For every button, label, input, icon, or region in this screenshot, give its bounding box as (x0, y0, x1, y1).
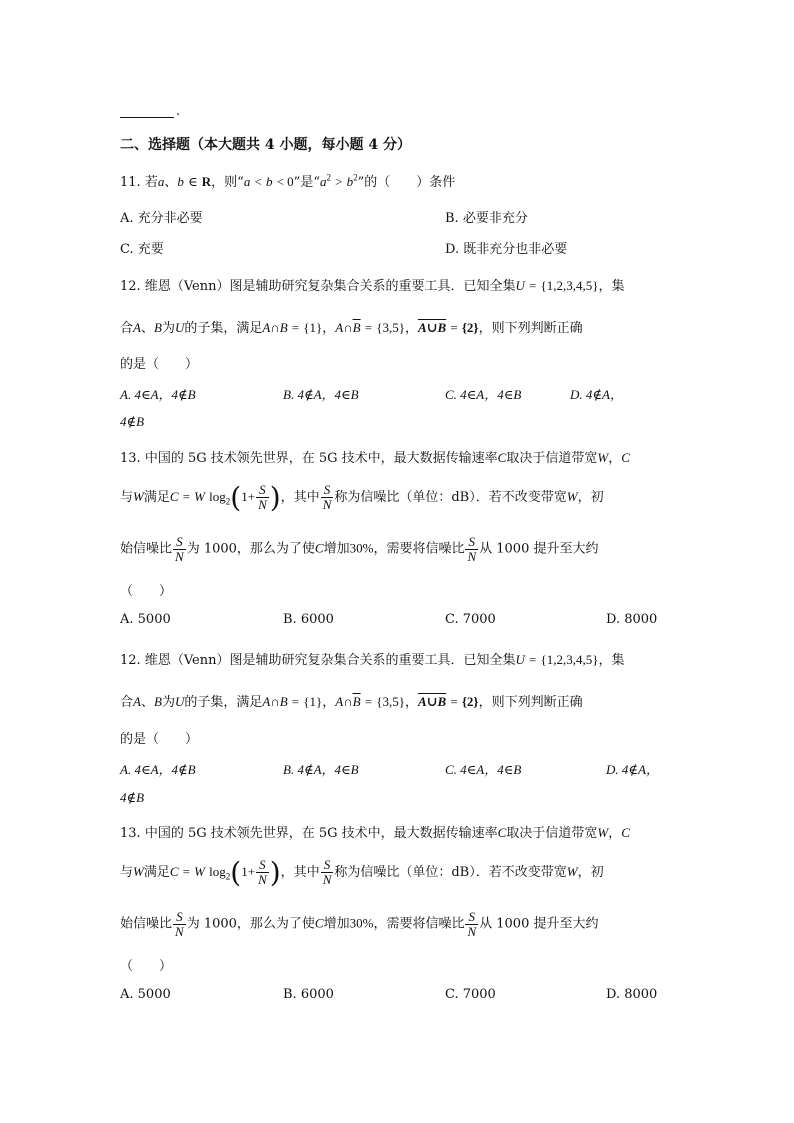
option-d-continued: 4∉B (120, 414, 145, 429)
question-12-repeat-line-2: 合A、B为U的子集，满足A∩B = {1}，$A\cap\overline{B} = \{3,5\}$，A∪B = {2}，则下列判断正确 (120, 694, 583, 710)
option-d-continued: 4∉B (120, 790, 145, 805)
option-a: A. 充分非必要 (120, 211, 203, 226)
question-13-repeat-line-2: 与W满足C = W $\log_2(1+$ $\frac{S}{N}$ )，其中 $\frac{S}{N}$ 称为信噪比（单位：dB）．若不改变带宽W，初 (120, 856, 604, 889)
question-12-line-3: 的是（ ） (120, 357, 199, 372)
section-title: 二、选择题（本大题共 4 小题，每小题 4 分） (120, 137, 411, 153)
option-a: A. 5000 (120, 987, 171, 1002)
option-a: A. 4∈A，4∉B (120, 762, 196, 777)
option-b: B. 4∉A，4∈B (283, 387, 359, 402)
option-d: D. 4∉A， (570, 387, 623, 402)
question-13-line-2: 与W满足C = W $\log_2(1+$ $\frac{S}{N}$ )，其中 $\frac{S}{N}$ 称为信噪比（单位：dB）．若不改变带宽W，初 (120, 481, 604, 514)
question-12-repeat-line-1: 12. 维恩（Venn）图是辅助研究复杂集合关系的重要工具．已知全集U = {1,2,3,4,5}，集 (120, 652, 625, 668)
option-c: C. 4∈A，4∈B (445, 387, 522, 402)
option-d: D. 既非充分也非必要 (445, 242, 568, 257)
option-c: C. 4∈A，4∈B (445, 762, 522, 777)
option-c: C. 7000 (445, 612, 496, 627)
question-12-line-2: 合A、B为U的子集，满足A∩B = {1}，$A\cap\overline{B} = \{3,5\}$，A∪B = {2}，则下列判断正确 (120, 320, 583, 336)
question-13-line-1: 13. 中国的 5G 技术领先世界，在 5G 技术中，最大数据传输速率C取决于信道带宽W，C (120, 450, 630, 466)
question-13-line-4: （ ） (120, 584, 173, 599)
option-d: D. 8000 (606, 987, 658, 1002)
answer-blank (120, 117, 174, 118)
question-13-repeat-line-3: 始信噪比 $\frac{S}{N}$ 为 1000，那么为了使C增加30%，需要将信噪比 $\frac{S}{N}$ 从 1000 提升至大约 (120, 909, 599, 939)
period: . (176, 104, 181, 119)
option-b: B. 必要非充分 (445, 211, 528, 226)
option-d: D. 8000 (606, 612, 658, 627)
question-13-repeat-line-1: 13. 中国的 5G 技术领先世界，在 5G 技术中，最大数据传输速率C取决于信道带宽W，C (120, 825, 630, 841)
question-12-repeat-line-3: 的是（ ） (120, 732, 199, 747)
option-b: B. 6000 (283, 987, 334, 1002)
question-11: 11. 若a、b ∈ R，则“a < b < 0”是“$a^2 > b^2$”的（ ）条件 (120, 172, 456, 190)
option-b: B. 6000 (283, 612, 334, 627)
option-a: A. 4∈A，4∉B (120, 387, 196, 402)
question-13-line-3: 始信噪比 $\frac{S}{N}$ 为 1000，那么为了使C增加30%，需要将信噪比 $\frac{S}{N}$ 从 1000 提升至大约 (120, 534, 599, 564)
question-12-line-1: 12. 维恩（Venn）图是辅助研究复杂集合关系的重要工具．已知全集U = {1,2,3,4,5}，集 (120, 278, 625, 294)
option-c: C. 充要 (120, 242, 164, 257)
option-a: A. 5000 (120, 612, 171, 627)
option-c: C. 7000 (445, 987, 496, 1002)
option-b: B. 4∉A，4∈B (283, 762, 359, 777)
question-number: 11. (120, 175, 141, 190)
option-d: D. 4∉A， (606, 762, 659, 777)
question-13-repeat-line-4: （ ） (120, 959, 173, 974)
